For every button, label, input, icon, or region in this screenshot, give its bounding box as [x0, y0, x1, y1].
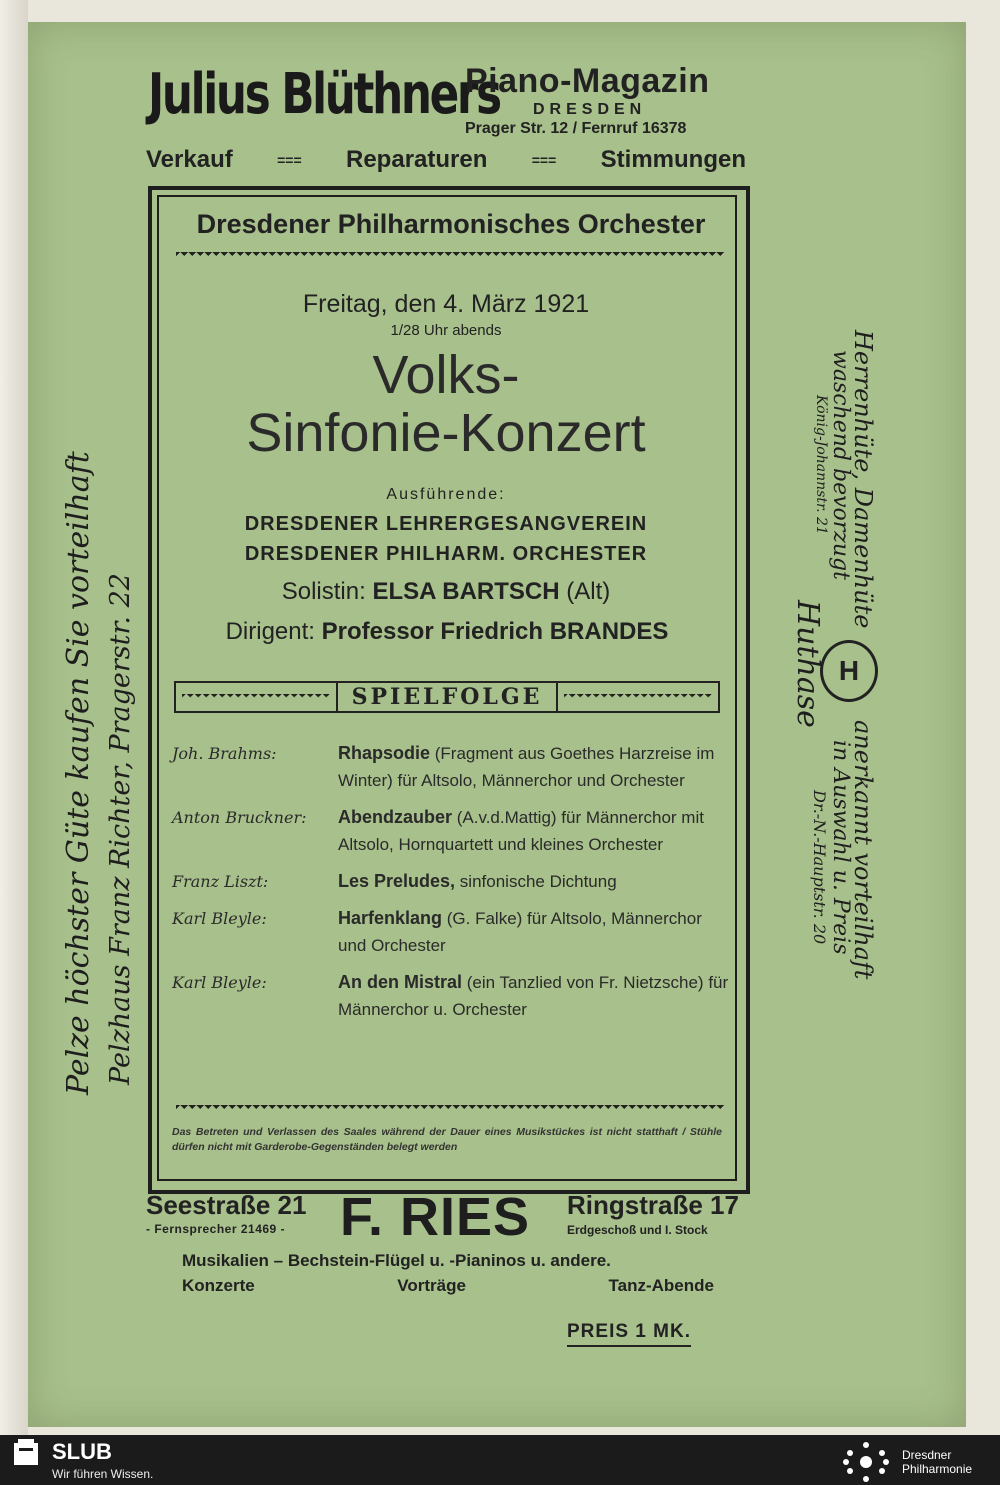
hat-ad-line-4: anerkannt vorteilhaft: [849, 720, 877, 980]
program-item: [172, 740, 732, 794]
title-line-2: Sinfonie-Konzert: [246, 403, 646, 463]
work-title: An den Mistral: [338, 972, 463, 992]
ensemble-orchestra: DRESDENER PHILHARM. ORCHESTER: [244, 543, 648, 565]
composer: Franz Liszt:: [172, 872, 269, 891]
composer: Joh. Brahms:: [172, 744, 277, 763]
bluethner-address: Prager Str. 12 / Fernruf 16378: [465, 120, 687, 137]
work-detail: (ein Tanzlied von Fr. Nietzsche) für Männerchor u. Orchester: [338, 973, 729, 1019]
ries-events: [182, 1276, 714, 1296]
work-title: Rhapsodie: [338, 743, 431, 763]
dp-line-1: Dresdner: [902, 1448, 952, 1462]
conductor-name: Professor Friedrich BRANDES: [321, 618, 669, 645]
hat-ad-brand: Huthase: [790, 600, 825, 728]
work-detail: sinfonische Dichtung: [459, 872, 617, 891]
ries-concerts: Konzerte: [182, 1276, 255, 1295]
service-sale: Verkauf: [146, 146, 233, 173]
bluethner-services: [146, 146, 746, 174]
service-tuning: Stimmungen: [600, 146, 746, 173]
orchestra-name: Dresdener Philharmonisches Orchester: [196, 209, 706, 239]
soloist-name: ELSA BARTSCH: [372, 578, 560, 605]
hat-ad-line-2: waschend bevorzugt: [828, 350, 853, 580]
service-repairs: Reparaturen: [346, 146, 488, 173]
ries-products: Musikalien – Bechstein-Flügel u. -Pianinos u. andere.: [182, 1251, 611, 1270]
soloist: [176, 578, 716, 606]
ries-right-street: Ringstraße 17: [567, 1190, 739, 1220]
fur-advertisement: [53, 275, 153, 1095]
composer: Karl Bleyle:: [172, 909, 267, 928]
conductor-label: Dirigent:: [225, 618, 315, 645]
dresdner-philharmonie-logo-icon: [842, 1441, 890, 1483]
composer: Anton Bruckner:: [172, 808, 307, 827]
zigzag-ornament: [182, 694, 330, 700]
work-detail: (G. Falke) für Altsolo, Männerchor und Orchester: [338, 909, 702, 955]
hat-ad-line-6: Dr.-N.-Hauptstr. 20: [810, 790, 829, 945]
bluethner-name: Julius Blüthners: [148, 62, 500, 127]
bluethner-shop: Piano-Magazin: [465, 62, 710, 100]
dp-line-2: Philharmonie: [902, 1462, 973, 1476]
zigzag-ornament: [564, 694, 712, 700]
bluethner-city: DRESDEN: [533, 101, 647, 118]
slub-logo-icon: [14, 1439, 38, 1465]
ries-left-street: Seestraße 21: [146, 1190, 307, 1220]
program-list: [172, 740, 732, 1033]
concert-date: Freitag, den 4. März 1921: [302, 290, 590, 318]
zigzag-divider: [176, 1105, 724, 1113]
program-heading: SPIELFOLGE: [336, 683, 559, 711]
concert-time: 1/28 Uhr abends: [390, 322, 502, 339]
hat-ad-line-3: König-Johannstr. 21: [813, 395, 829, 535]
program-item: [172, 905, 732, 959]
ries-lectures: Vorträge: [397, 1276, 466, 1295]
work-detail: (A.v.d.Mattig) für Männerchor mit Altsolo, Hornquartett und kleines Orchester: [338, 808, 704, 854]
title-line-1: Volks-: [372, 345, 520, 405]
zigzag-divider: [176, 252, 724, 260]
soloist-label: Solistin:: [281, 578, 366, 605]
performers-label: Ausführende:: [386, 486, 506, 503]
conductor: [172, 618, 722, 646]
program-item: [172, 868, 732, 895]
price: PREIS 1 MK.: [567, 1321, 691, 1347]
program-heading-bar: [174, 681, 720, 713]
service-separator: ===: [531, 152, 557, 168]
page-edge: [0, 0, 28, 1435]
ries-dances: Tanz-Abende: [608, 1276, 714, 1295]
slub-tagline: Wir führen Wissen.: [52, 1467, 154, 1481]
program-item: [172, 804, 732, 858]
concert-title: [176, 346, 716, 462]
hat-ad-line-1: Herrenhüte, Damenhüte: [849, 330, 877, 629]
work-detail: (Fragment aus Goethes Harzreise im Winter) für Altsolo, Männerchor und Orchester: [338, 744, 715, 790]
work-title: Abendzauber: [338, 807, 453, 827]
hall-notice: Das Betreten und Verlassen des Saales während der Dauer eines Musikstückes ist nicht statthaft / Stühle dürfen nicht mit Garderobe-Gegenständen belegt werden: [172, 1126, 722, 1153]
composer: Karl Bleyle:: [172, 973, 267, 992]
ries-phone: - Fernsprecher 21469 -: [146, 1222, 286, 1236]
fur-ad-line-2: Pelzhaus Franz Richter, Pragerstr. 22: [105, 573, 136, 1085]
dresdner-philharmonie-name[interactable]: [902, 1448, 972, 1476]
ensemble-choir: DRESDENER LEHRERGESANGVEREIN: [244, 513, 648, 535]
service-separator: ===: [277, 152, 302, 168]
slub-name[interactable]: SLUB: [52, 1439, 112, 1464]
work-title: Les Preludes,: [338, 871, 456, 891]
ries-name: F. RIES: [340, 1187, 531, 1247]
soloist-voice: (Alt): [566, 578, 611, 605]
program-item: [172, 969, 732, 1023]
fur-ad-line-1: Pelze höchster Güte kaufen Sie vorteilhaft: [61, 451, 96, 1095]
hat-ad-line-5: in Auswahl u. Preis: [828, 740, 853, 955]
hat-emblem-icon: H: [820, 640, 878, 702]
work-title: Harfenklang: [338, 908, 443, 928]
ries-floor: Erdgeschoß und I. Stock: [567, 1223, 708, 1237]
